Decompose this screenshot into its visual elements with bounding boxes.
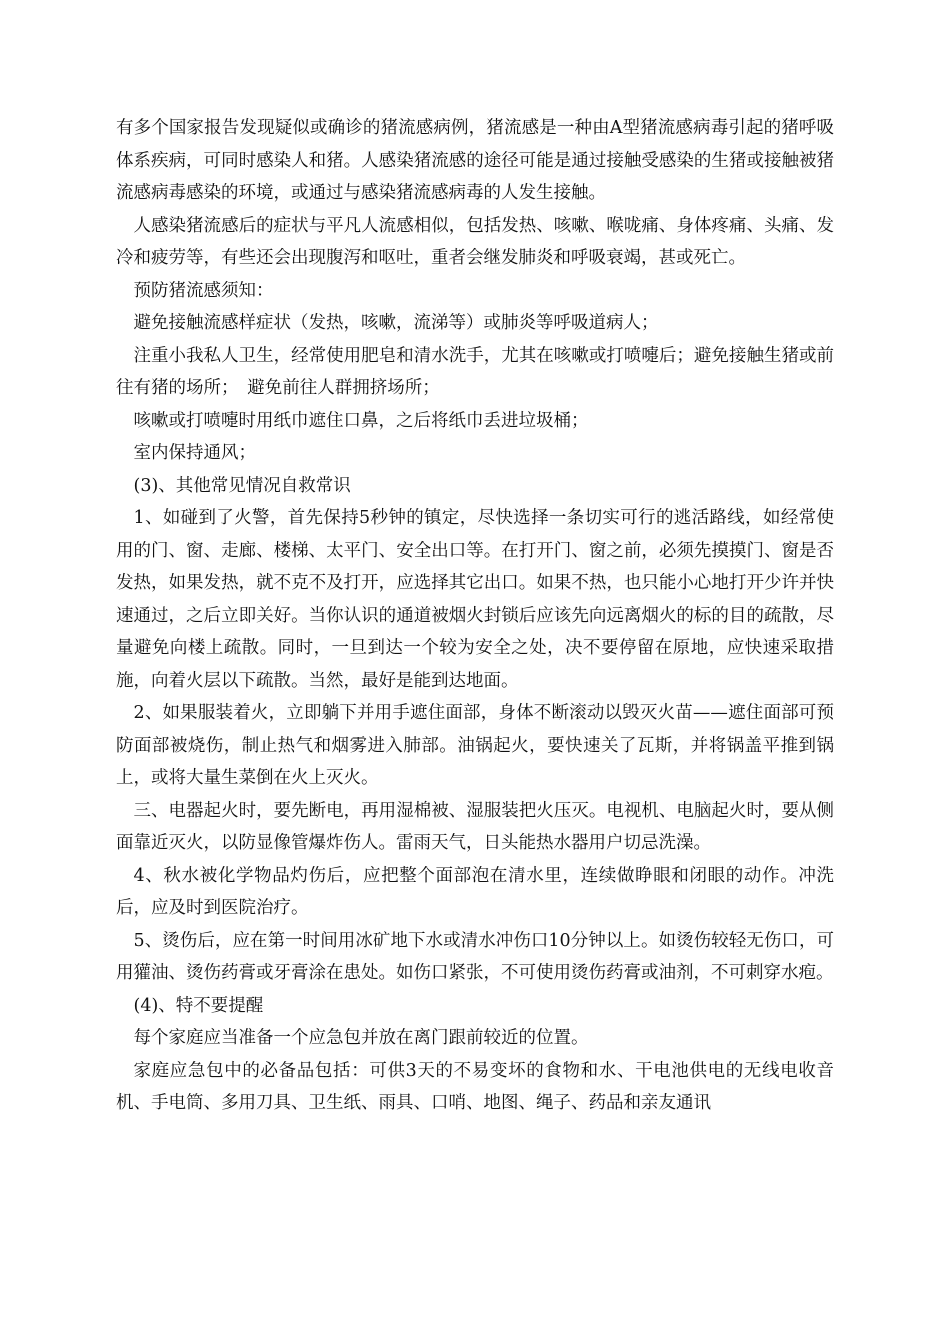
paragraph-fire-escape: 1、如碰到了火警，首先保持5秒钟的镇定，尽快选择一条切实可行的逃活路线，如经常使用的门、窗、走廊、楼梯、太平门、安全出口等。在打开门、窗之前，必须先摸摸门、窗是否发热，如果发热，就不克不及打开，应选择其它出口。如果不热，也只能小心地打开少许并快速通过，之后立即关好。当你认识的通道被烟火封锁后应该先向远离烟火的标的目的疏散，尽量避免向楼上疏散。同时，一旦到达一个较为安全之处，决不要停留在原地，应快速采取措施，向着火层以下疏散。当然，最好是能到达地面。 [116,508,834,691]
paragraph-chemical-burn: 4、秋水被化学物品灼伤后，应把整个面部泡在清水里，连续做睁眼和闭眼的动作。冲洗后，应及时到医院治疗。 [116,865,834,918]
paragraph-prevention-heading: 预防猪流感须知： [133,280,274,301]
section-heading-reminder: (4)、特不要提醒 [133,995,264,1016]
paragraph-emergency-kit: 每个家庭应当准备一个应急包并放在离门跟前较近的位置。 [133,1028,589,1048]
paragraph-electrical-fire: 三、电器起火时，要先断电，再用湿棉被、湿服装把火压灭。电视机、电脑起火时，要从侧面靠近灭火，以防显像管爆炸伤人。雷雨天气，日头能热水器用户切忌洗澡。 [116,800,834,853]
paragraph-kit-contents: 家庭应急包中的必备品包括：可供3天的不易变坏的食物和水、干电池供电的无线电收音机、手电筒、多用刀具、卫生纸、雨具、口哨、地图、绳子、药品和亲友通讯 [116,1060,834,1113]
paragraph-ventilation: 室内保持通风； [133,443,256,463]
paragraph-clothing-fire: 2、如果服装着火，立即躺下并用手遮住面部，身体不断滚动以毁灭火苗——遮住面部可预防面部被烧伤，制止热气和烟雾进入肺部。油锅起火，要快速关了瓦斯，并将锅盖平推到锅上，或将大量生菜倒在火上灭火。 [116,703,834,788]
paragraph-symptoms: 人感染猪流感后的症状与平凡人流感相似，包括发热、咳嗽、喉咙痛、身体疼痛、头痛、发冷和疲劳等，有些还会出现腹泻和呕吐，重者会继发肺炎和呼吸衰竭，甚或死亡。 [116,215,834,268]
paragraph-scald: 5、烫伤后，应在第一时间用冰矿地下水或清水冲伤口10分钟以上。如烫伤较轻无伤口，可用獾油、烫伤药膏或牙膏涂在患处。如伤口紧张，不可使用烫伤药膏或油剂，不可刺穿水疱。 [116,930,834,983]
paragraph-avoid-contact: 避免接触流感样症状（发热，咳嗽，流涕等）或肺炎等呼吸道病人； [133,313,659,333]
paragraph-swine-flu-intro: 有多个国家报告发现疑似或确诊的猪流感病例，猪流感是一种由A型猪流感病毒引起的猪呼吸体系疾病，可同时感染人和猪。人感染猪流感的途径可能是通过接触受感染的生猪或接触被猪流感病毒感染的环境，或通过与感染猪流感病毒的人发生接触。 [116,118,834,203]
document-body [116,112,834,1120]
paragraph-cover-mouth: 咳嗽或打喷嚏时用纸巾遮住口鼻，之后将纸巾丢进垃圾桶； [133,410,589,431]
paragraph-hygiene: 注重小我私人卫生，经常使用肥皂和清水洗手，尤其在咳嗽或打喷嚏后；避免接触生猪或前往有猪的场所； 避免前往人群拥挤场所； [116,345,834,398]
section-heading-self-rescue: (3)、其他常见情况自救常识 [133,475,351,496]
